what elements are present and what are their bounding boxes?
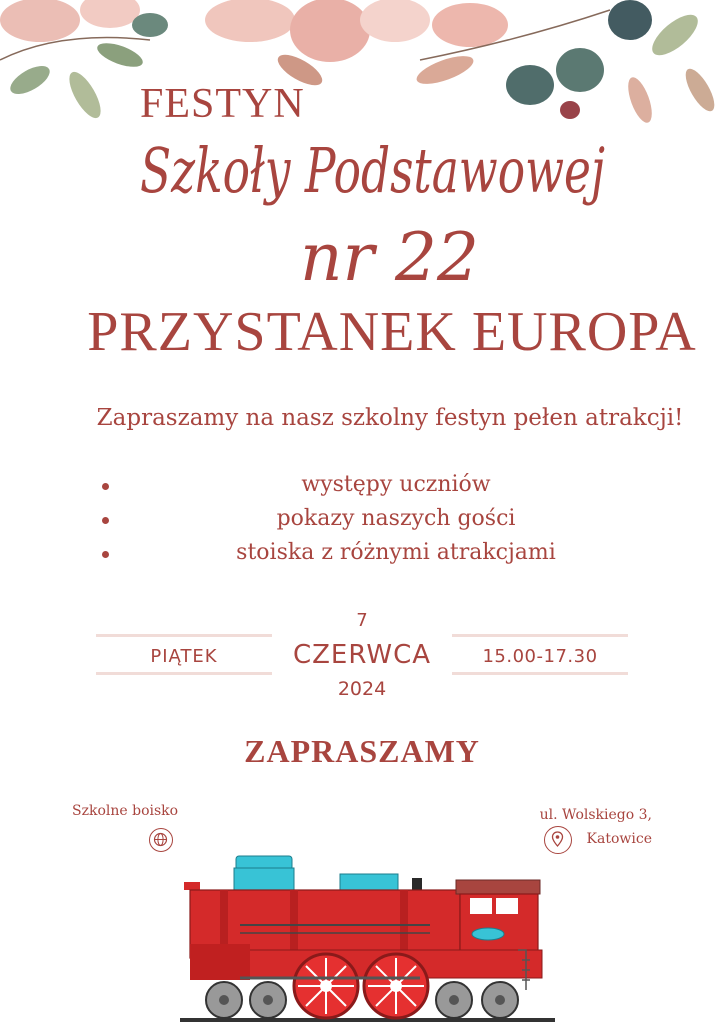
divider-line: [452, 672, 628, 675]
list-item: pokazy naszych gości: [96, 502, 696, 536]
script-school-name: [140, 112, 610, 212]
invitation-cta: ZAPRASZAMY: [244, 733, 480, 769]
festyn-label: FESTYN: [140, 81, 305, 127]
address-line2: Katowice: [586, 831, 652, 847]
divider-line: [96, 672, 272, 675]
day-name: PIĄTEK: [150, 646, 218, 667]
divider-line: [452, 634, 628, 637]
attractions-list: [96, 468, 696, 570]
globe-icon: [149, 828, 173, 852]
bullet-icon: [102, 483, 109, 490]
script-line2: nr 22: [300, 219, 480, 296]
venue-name: Szkolne boisko: [72, 803, 179, 819]
address-line1: ul. Wolskiego 3,: [539, 807, 652, 823]
script-school-number: [300, 200, 480, 296]
steam-locomotive-illustration: [170, 850, 560, 1024]
intro-text: Zapraszamy na nasz szkolny festyn pełen atrakcji!: [96, 405, 684, 431]
list-item: występy uczniów: [96, 468, 696, 502]
bullet-icon: [102, 551, 109, 558]
event-title: PRZYSTANEK EUROPA: [87, 301, 697, 363]
event-time: 15.00-17.30: [482, 646, 598, 667]
year: 2024: [337, 678, 387, 700]
list-item: stoiska z różnymi atrakcjami: [96, 536, 696, 570]
day-number: 7: [356, 610, 368, 631]
divider-line: [96, 634, 272, 637]
month: CZERWCA: [292, 640, 432, 670]
script-line1: Szkoły Podstawowej: [140, 134, 605, 207]
bullet-icon: [102, 517, 109, 524]
